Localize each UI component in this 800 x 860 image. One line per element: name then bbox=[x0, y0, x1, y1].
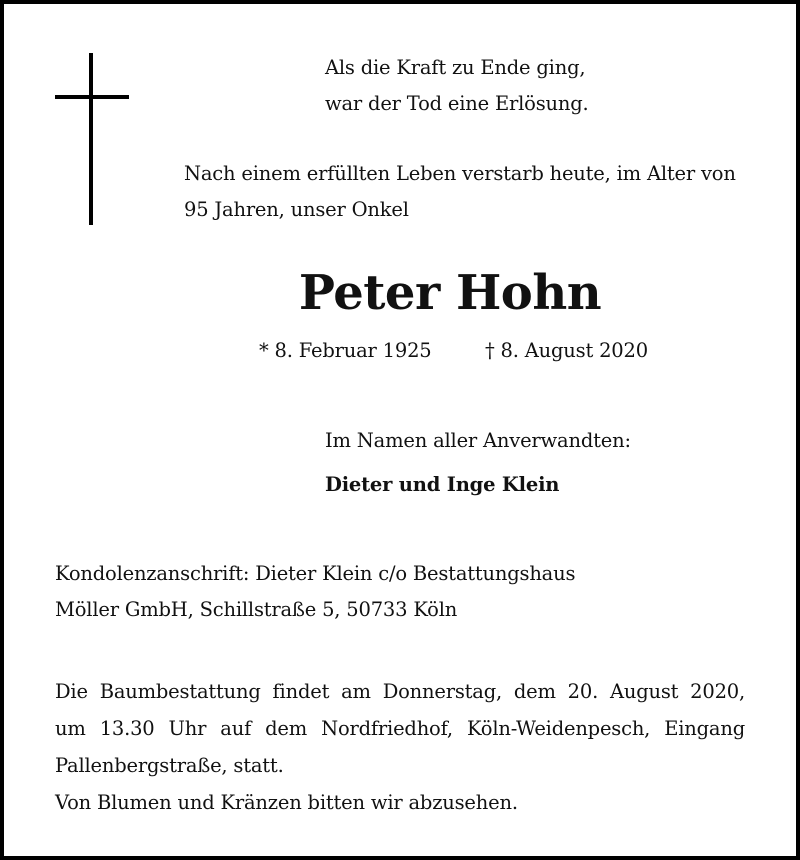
cross-vertical-bar bbox=[89, 53, 93, 225]
funeral-line-3: Pallenbergstraße, statt. bbox=[55, 754, 284, 777]
poem-line-2: war der Tod eine Erlösung. bbox=[325, 92, 589, 115]
funeral-line-1: Die Baumbestattung findet am Donnerstag, dem 20. August 2020, bbox=[55, 680, 745, 703]
intro-line-2: 95 Jahren, unser Onkel bbox=[184, 198, 409, 221]
intro-text bbox=[184, 156, 736, 228]
cross-icon bbox=[55, 53, 129, 225]
death-date: † 8. August 2020 bbox=[485, 339, 648, 362]
address-line-1: Kondolenzanschrift: Dieter Klein c/o Bestattungshaus bbox=[55, 562, 576, 585]
deceased-name: Peter Hohn bbox=[298, 265, 602, 321]
poem-line-1: Als die Kraft zu Ende ging, bbox=[325, 56, 586, 79]
intro-line-1: Nach einem erfüllten Leben verstarb heute, im Alter von bbox=[184, 162, 736, 185]
funeral-line-2: um 13.30 Uhr auf dem Nordfriedhof, Köln-Weidenpesch, Eingang bbox=[55, 717, 745, 740]
poem bbox=[325, 50, 589, 122]
address-line-2: Möller GmbH, Schillstraße 5, 50733 Köln bbox=[55, 598, 458, 621]
funeral-info bbox=[55, 673, 745, 821]
cross-horizontal-bar bbox=[55, 95, 129, 99]
birth-date: * 8. Februar 1925 bbox=[259, 339, 432, 362]
signature-names: Dieter und Inge Klein bbox=[325, 473, 560, 496]
funeral-line-4: Von Blumen und Kränzen bitten wir abzusehen. bbox=[55, 791, 518, 814]
signature-intro: Im Namen aller Anverwandten: bbox=[325, 429, 631, 452]
condolence-address bbox=[55, 556, 575, 628]
